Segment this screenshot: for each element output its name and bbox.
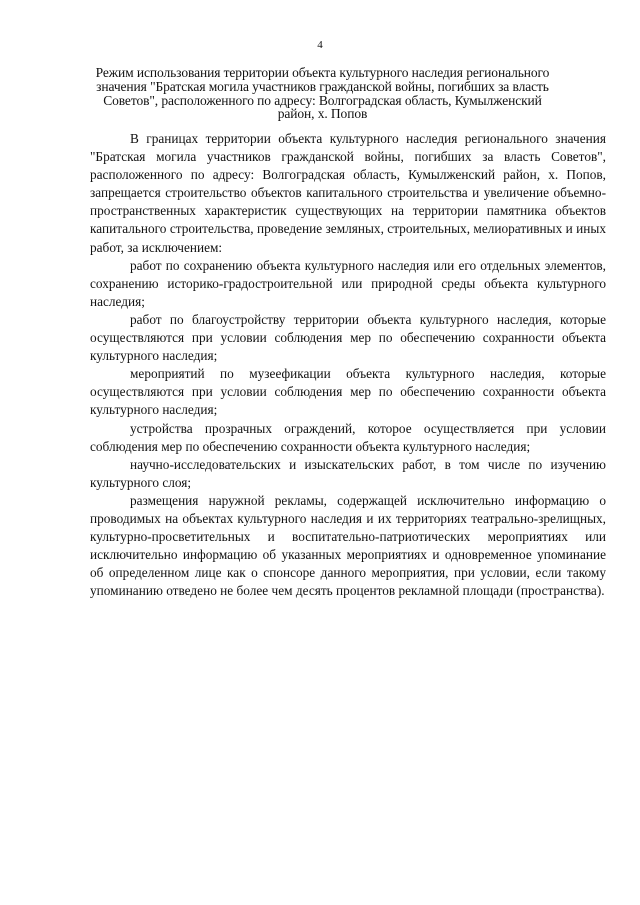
document-body [90,130,606,600]
document-title: Режим использования территории объекта культурного наследия регионального значения "Братская могила участников гражданской войны, погибших за власть Советов", расположенного по адресу: Волгоградская область, Кумылженский район, х. Попов [95,65,550,122]
exception-advertising-paragraph: размещения наружной рекламы, содержащей исключительно информацию о проводимых на объектах культурного наследия и их территориях театрально-зрелищных, культурно-просветительных и воспитательно-патриотических мероприятиях или исключительно информацию об указанных мероприятиях и одновременное упоминание об определенном лице как о спонсоре данного мероприятия, при условии, если такому упоминанию отведено не более чем десять процентов рекламной площади (пространства). [90,492,606,599]
exception-restoration-paragraph: работ по сохранению объекта культурного наследия или его отдельных элементов, сохранению историко-градостроительной или природной среды объекта культурного наследия; [90,257,606,309]
exception-museumification-paragraph: мероприятий по музеефикации объекта культурного наследия, которые осуществляются при условии соблюдения мер по обеспечению сохранности объекта культурного наследия; [90,366,606,418]
page-number: 4 [317,39,323,51]
exception-research-paragraph: научно-исследовательских и изыскательских работ, в том числе по изучению культурного слоя; [90,456,606,490]
intro-paragraph: В границах территории объекта культурного наследия регионального значения "Братская могила участников гражданской войны, погибших за власть Советов", расположенного по адресу: Волгоградская область, Кумылженский район, х. Попов, запрещается строительство объектов капитального строительства и увеличение объемно-пространственных характеристик существующих на территории памятника объектов капитального строительства, проведение земляных, строительных, мелиоративных и иных работ, за исключением: [90,131,606,255]
exception-landscaping-paragraph: работ по благоустройству территории объекта культурного наследия, которые осуществляются при условии соблюдения мер по обеспечению сохранности объекта культурного наследия; [90,311,606,364]
exception-fencing-paragraph: устройства прозрачных ограждений, которое осуществляется при условии соблюдения мер по обеспечению сохранности объекта культурного наследия; [90,420,606,454]
